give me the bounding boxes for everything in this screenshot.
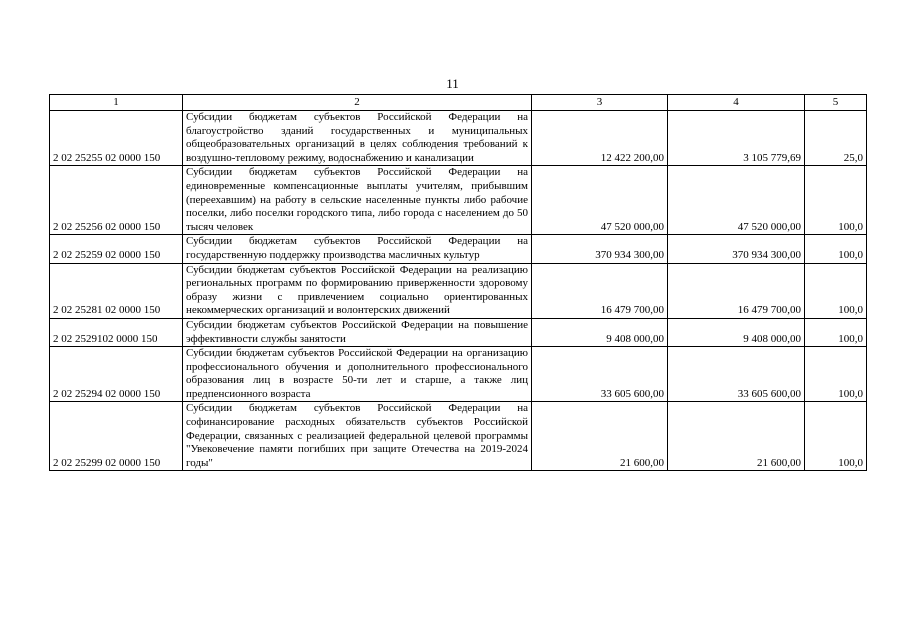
row-actual: 9 408 000,00 <box>668 318 805 346</box>
header-col-2: 2 <box>183 95 532 111</box>
row-code: 2 02 25256 02 0000 150 <box>50 166 183 235</box>
row-code: 2 02 25294 02 0000 150 <box>50 347 183 402</box>
row-name: Субсидии бюджетам субъектов Российской Федерации на повышение эффективности службы занятости <box>183 318 532 346</box>
row-actual: 33 605 600,00 <box>668 347 805 402</box>
row-percent: 100,0 <box>805 235 867 263</box>
row-name: Субсидии бюджетам субъектов Российской Федерации на реализацию региональных программ по формированию приверженности здоровому образу жизни с привлечением социально ориентированных некоммерческих организаций и волонтерских движений <box>183 263 532 318</box>
row-name: Субсидии бюджетам субъектов Российской Федерации на организацию профессионального обучения и дополнительного профессионального образования лиц в возрасте 50-ти лет и старше, а также лиц предпенсионного возраста <box>183 347 532 402</box>
row-percent: 100,0 <box>805 318 867 346</box>
row-plan: 370 934 300,00 <box>532 235 668 263</box>
row-name: Субсидии бюджетам субъектов Российской Федерации на софинансирование расходных обязательств субъектов Российской Федерации, связанных с реализацией федеральной целевой программы "Увековечение памяти погибших при защите Отечества на 2019-2024 годы" <box>183 402 532 471</box>
header-col-1: 1 <box>50 95 183 111</box>
row-code: 2 02 25281 02 0000 150 <box>50 263 183 318</box>
row-name: Субсидии бюджетам субъектов Российской Федерации на единовременные компенсационные выплаты учителям, прибывшим (переехавшим) на работу в сельские населенные пункты либо рабочие поселки, либо поселки городского типа, либо города с населением до 50 тысяч человек <box>183 166 532 235</box>
row-name: Субсидии бюджетам субъектов Российской Федерации на благоустройство зданий государственных и муниципальных общеобразовательных организаций в целях соблюдения требований к воздушно-тепловому режиму, водоснабжению и канализации <box>183 111 532 166</box>
row-percent: 100,0 <box>805 347 867 402</box>
row-plan: 16 479 700,00 <box>532 263 668 318</box>
row-code: 2 02 25255 02 0000 150 <box>50 111 183 166</box>
row-plan: 47 520 000,00 <box>532 166 668 235</box>
row-percent: 100,0 <box>805 166 867 235</box>
row-plan: 12 422 200,00 <box>532 111 668 166</box>
row-plan: 33 605 600,00 <box>532 347 668 402</box>
row-actual: 3 105 779,69 <box>668 111 805 166</box>
table-row <box>50 166 867 235</box>
row-percent: 100,0 <box>805 402 867 471</box>
row-percent: 25,0 <box>805 111 867 166</box>
table-row <box>50 318 867 346</box>
table-row <box>50 235 867 263</box>
table-body <box>50 111 867 471</box>
header-col-3: 3 <box>532 95 668 111</box>
table-row <box>50 402 867 471</box>
row-code: 2 02 25259 02 0000 150 <box>50 235 183 263</box>
row-actual: 21 600,00 <box>668 402 805 471</box>
table-header <box>50 95 867 111</box>
page-number: 11 <box>446 76 459 91</box>
row-percent: 100,0 <box>805 263 867 318</box>
row-plan: 21 600,00 <box>532 402 668 471</box>
row-code: 2 02 2529102 0000 150 <box>50 318 183 346</box>
header-col-4: 4 <box>668 95 805 111</box>
header-row <box>50 95 867 111</box>
table-row <box>50 263 867 318</box>
table-row <box>50 347 867 402</box>
header-col-5: 5 <box>805 95 867 111</box>
row-actual: 16 479 700,00 <box>668 263 805 318</box>
row-code: 2 02 25299 02 0000 150 <box>50 402 183 471</box>
budget-table <box>49 94 867 471</box>
row-name: Субсидии бюджетам субъектов Российской Федерации на государственную поддержку производства масличных культур <box>183 235 532 263</box>
row-actual: 370 934 300,00 <box>668 235 805 263</box>
table-row <box>50 111 867 166</box>
row-actual: 47 520 000,00 <box>668 166 805 235</box>
row-plan: 9 408 000,00 <box>532 318 668 346</box>
